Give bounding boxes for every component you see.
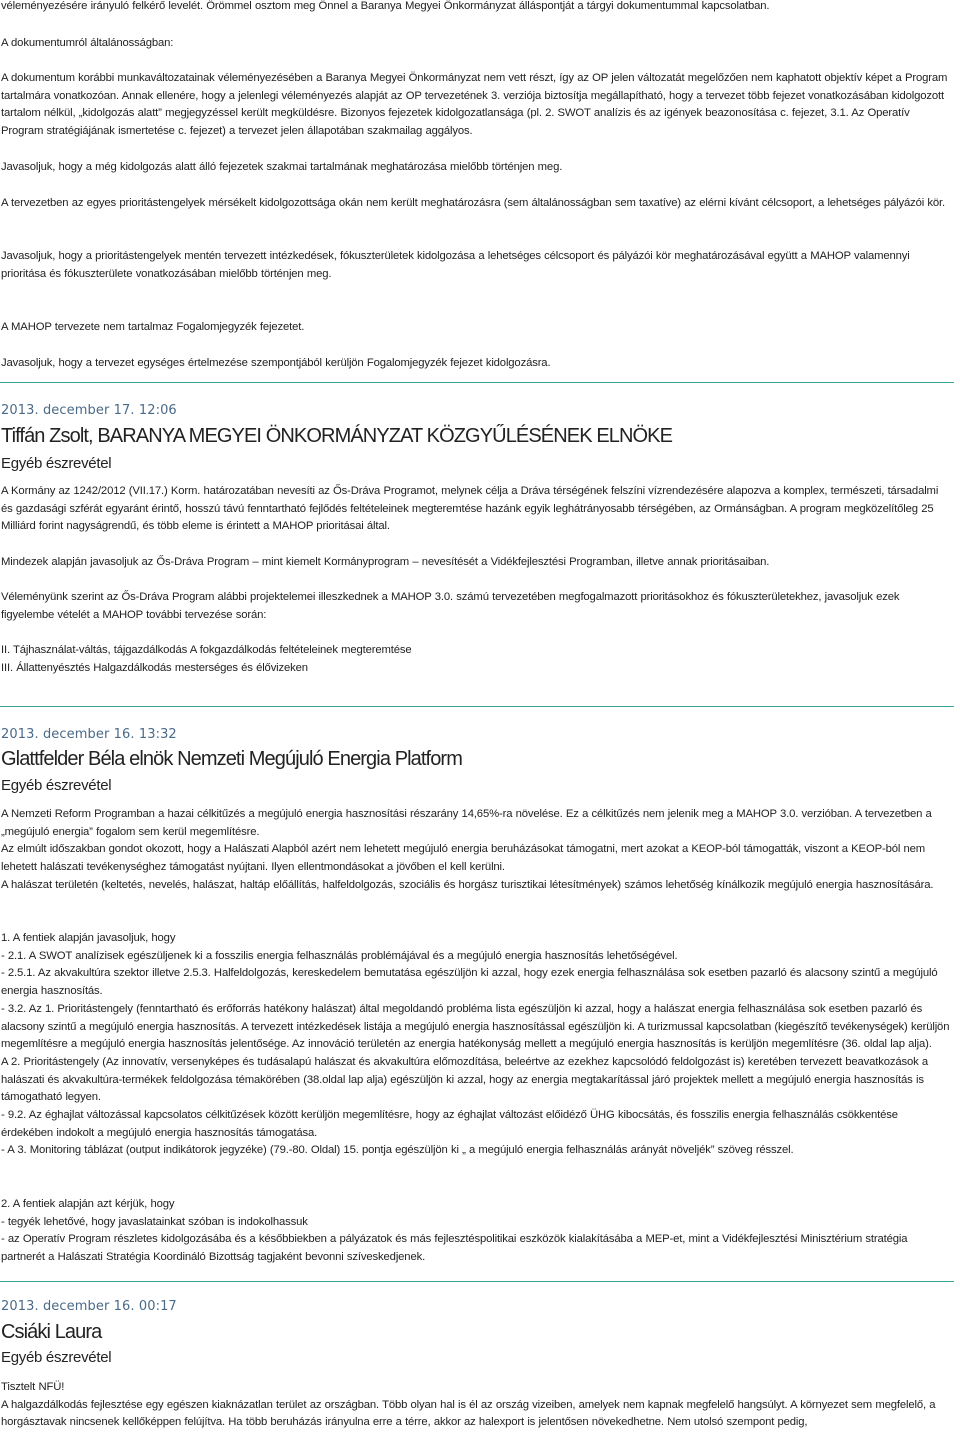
comment-text [1, 0, 953, 16]
paragraph: - 3.2. Az 1. Prioritástengely (fenntartható és erőforrás hatékony halászat) által megoldandó probléma lista egészüljön ki azzal, hogy a halászat energia felhasználása sok esetben pazarló és alacsony szintű a megújuló energia hasznosítás. A tervezett intézkedések listája a megújuló energia hasznosítással egészüljön ki. A turizmussal kapcsolatban (kiegészítő tevékenységek) kerüljön megemlítésre a megújuló energia hasznosítás jelentősége. Az innováció területén az energia hatékonyság mellett a megújuló energia hasznosítás is kerüljön megemlítésre (36. oldal lap alja). [1, 1002, 950, 1051]
comment-text [1, 355, 953, 373]
paragraph: III. Állattenyésztés Halgazdálkodás mesterséges és élővizeken [1, 661, 308, 674]
paragraph: Véleményünk szerint az Ős-Dráva Program alábbi projektelemei illeszkednek a MAHOP 3.0. számú tervezetében megfogalmazott prioritásokhoz és fókuszterületekhez, javasoljuk ezek figyelembe vételét a MAHOP további tervezése során: [1, 591, 900, 621]
paragraph: 1. A fentiek alapján javasoljuk, hogy [1, 932, 176, 944]
comment-separator [0, 706, 954, 707]
comment-text [1, 195, 953, 213]
paragraph: Mindezek alapján javasoljuk az Ős-Dráva Program – mint kiemelt Kormányprogram – nevesítését a Vidékfejlesztési Programban, illetve annak prioritásaiban. [1, 556, 770, 568]
paragraph: - 2.5.1. Az akvakultúra szektor illetve 2.5.3. Halfeldolgozás, kereskedelem bemutatása egészüljön ki azzal, hogy ezek energia felhasználása sok esetben pazarló és alacsony szintű a megújuló energia hasznosítás. [1, 967, 938, 998]
paragraph: - tegyék lehetővé, hogy javaslatainkat szóban is indokolhassuk [1, 1215, 308, 1228]
comment-date: 2013. december 17. 12:06 [1, 403, 177, 418]
paragraph: Tisztelt NFÜ! [1, 1381, 65, 1393]
paragraph: - 2.1. A SWOT analízisek egészüljenek ki a fosszilis energia felhasználás problémájával és a megújuló energia hasznosítás lehetőségével. [1, 949, 678, 962]
paragraph: - A 3. Monitoring táblázat (output indikátorok jegyzéke) (79.-80. Oldal) 15. pontja egészüljön ki „ a megújuló energia felhasználás arányát növeljék” szöveg résszel. [1, 1144, 794, 1157]
paragraph: A 2. Prioritástengely (Az innovatív, versenyképes és tudásalapú halászat és akvakultúra előmozdítása, beleértve az ezekhez kapcsolódó feldolgozást is) keretében tervezett beavatkozások a halászati és akvakultúra-termékek feldolgozása témakörében (38.oldal lap alja) egészüljön ki azzal, hogy az energia megtakarítással járó projektek mellett a megújuló energia hasznosítás is támogatható legyen. [1, 1055, 929, 1104]
comment-type: Egyéb észrevétel [1, 1349, 112, 1366]
comment-text [1, 554, 953, 572]
comment-text [1, 70, 953, 141]
paragraph: A dokumentum korábbi munkaváltozatainak véleményezésében a Baranya Megyei Önkormányzat nem vett részt, így az OP jelen változatát megelőzően nem kaphatott objektív képet a Program tartalmára vonatkozóan. Annak ellenére, hogy a jelenlegi véleményezés alapját az OP tervezetének 3. verziója biztosítja megállapítható, hogy a tervezet több fejezet vonatkozásában kidolgozott tartalom nélkül, „kidolgozás alatt” megjegyzéssel került megküldésre. Bizonyos fejezetek kidolgozatlansága (pl. 2. SWOT analízis és az igények beazonosítása c. fejezet, 3.1. Az Operatív Program stratégiájának ismertetése c. fejezet) a tervezet jelen állapotában szakmailag aggályos. [1, 72, 948, 138]
comment-author: Tiffán Zsolt, BARANYA MEGYEI ÖNKORMÁNYZAT KÖZGYŰLÉSÉNEK ELNÖKE [1, 425, 673, 447]
comment-separator [0, 382, 954, 383]
comment-separator [0, 1281, 954, 1282]
comment-text [1, 159, 953, 177]
comment-text [1, 589, 953, 624]
comment-date: 2013. december 16. 00:17 [1, 1299, 177, 1314]
comment-type: Egyéb észrevétel [1, 777, 112, 794]
comment-text [1, 248, 953, 283]
paragraph: A Kormány az 1242/2012 (VII.17.) Korm. határozatában nevesíti az Ős-Dráva Programot, melynek célja a Dráva térségének felszíni vízrendezésére alapozva a komplex, természeti, társadalmi és gazdasági szférát egyaránt érintő, hosszú távú fenntartható fejlődés feltételeinek megteremtése hazánk egyik leghátrányosabb térségében, az Ormánságban. A program megközelítőleg 25 Milliárd forint nagyságrendű, és több eleme is érintett a MAHOP prioritásai által. [1, 485, 939, 533]
comment-text [1, 1196, 953, 1267]
comment-text [1, 642, 953, 677]
paragraph: A tervezetben az egyes prioritástengelyek mérsékelt kidolgozottsága okán nem került meghatározásra (sem általánosságban sem taxatíve) az elérni kívánt célcsoport, a lehetséges pályázói kör. [1, 197, 946, 209]
paragraph: 2. A fentiek alapján azt kérjük, hogy [1, 1198, 175, 1210]
comment-author: Csiáki Laura [1, 1321, 102, 1343]
paragraph: véleményezésére irányuló felkérő levelét. Örömmel osztom meg Önnel a Baranya Megyei Önkormányzat álláspontját a tárgyi dokumentummal kapcsolatban. [1, 0, 770, 12]
paragraph: Az elmúlt időszakban gondot okozott, hogy a Halászati Alapból azért nem lehetett megújuló energia beruházásokat támogatni, mert azokat a KEOP-ból támogatták, viszont a KEOP-ból nem lehetett halászati tevékenységhez támogatást nyújtani. Ilyen ellentmondásokat a jövőben el kell kerülni. [1, 843, 926, 874]
paragraph: - az Operatív Program részletes kidolgozásába és a későbbiekben a pályázatok és más fejlesztéspolitikai eszközök kialakításába a MEP-et, mint a Vidékfejlesztési Minisztérium stratégia partnerét a Halászati Stratégia Koordináló Bizottság tagjaként bevonni szíveskedjenek. [1, 1233, 908, 1264]
comment-date: 2013. december 16. 13:32 [1, 727, 177, 742]
comment-text [1, 1379, 953, 1432]
paragraph: - 9.2. Az éghajlat változással kapcsolatos célkitűzések között kerüljön megemlítésre, hogy az éghajlat változást előidéző ÜHG kibocsátás, és fosszilis energia felhasználás csökkentése érdekében indokolt a megújuló energia hasznosítás támogatása. [1, 1109, 898, 1139]
comment-text [1, 483, 953, 536]
paragraph: Javasoljuk, hogy a prioritástengelyek mentén tervezett intézkedések, fókuszterületek kidolgozása a lehetséges célcsoport és pályázói kör meghatározásával együtt a MAHOP valamennyi prioritása és fókuszterülete vonatkozásában mielőbb történjen meg. [1, 250, 910, 280]
comment-text [1, 806, 953, 895]
comment-text [1, 319, 953, 337]
comment-text [1, 930, 953, 1160]
paragraph: A halászat területén (keltetés, nevelés, halászat, haltáp előállítás, halfeldolgozás, szociális és horgász turisztikai létesítmények) számos lehetőség kínálkozik megújuló energia hasznosítására. [1, 878, 934, 891]
paragraph: Javasoljuk, hogy a tervezet egységes értelmezése szempontjából kerüljön Fogalomjegyzék fejezet kidolgozásra. [1, 357, 551, 369]
paragraph: A halgazdálkodás fejlesztése egy egészen kiaknázatlan terület az országban. Több olyan hal is él az ország vizeiben, amelyek nem kapnak megfelelő hangsúlyt. A környezet sem megfelelő, a horgásztavak nincsenek kellőképpen felújítva. Ha több beruházás irányulna erre a térre, akkor az halexport is jelentősen növekedhetne. Nem utolsó szempont pedig, [1, 1398, 936, 1429]
comment-author: Glattfelder Béla elnök Nemzeti Megújuló Energia Platform [1, 748, 462, 770]
paragraph: A MAHOP tervezete nem tartalmaz Fogalomjegyzék fejezetet. [1, 321, 305, 333]
paragraph: II. Tájhasználat-váltás, tájgazdálkodás A fokgazdálkodás feltételeinek megteremtése [1, 644, 412, 656]
comment-text [1, 35, 953, 53]
paragraph: A dokumentumról általánosságban: [1, 37, 174, 49]
comment-type: Egyéb észrevétel [1, 455, 112, 472]
paragraph: A Nemzeti Reform Programban a hazai célkitűzés a megújuló energia hasznosítási részarány 14,65%-ra növelése. Ez a célkitűzés nem jelenik meg a MAHOP 3.0. verzióban. A tervezetben a „megújuló energia” fogalom sem kerül megemlítésre. [1, 808, 932, 838]
paragraph: Javasoljuk, hogy a még kidolgozás alatt álló fejezetek szakmai tartalmának meghatározása mielőbb történjen meg. [1, 161, 563, 173]
